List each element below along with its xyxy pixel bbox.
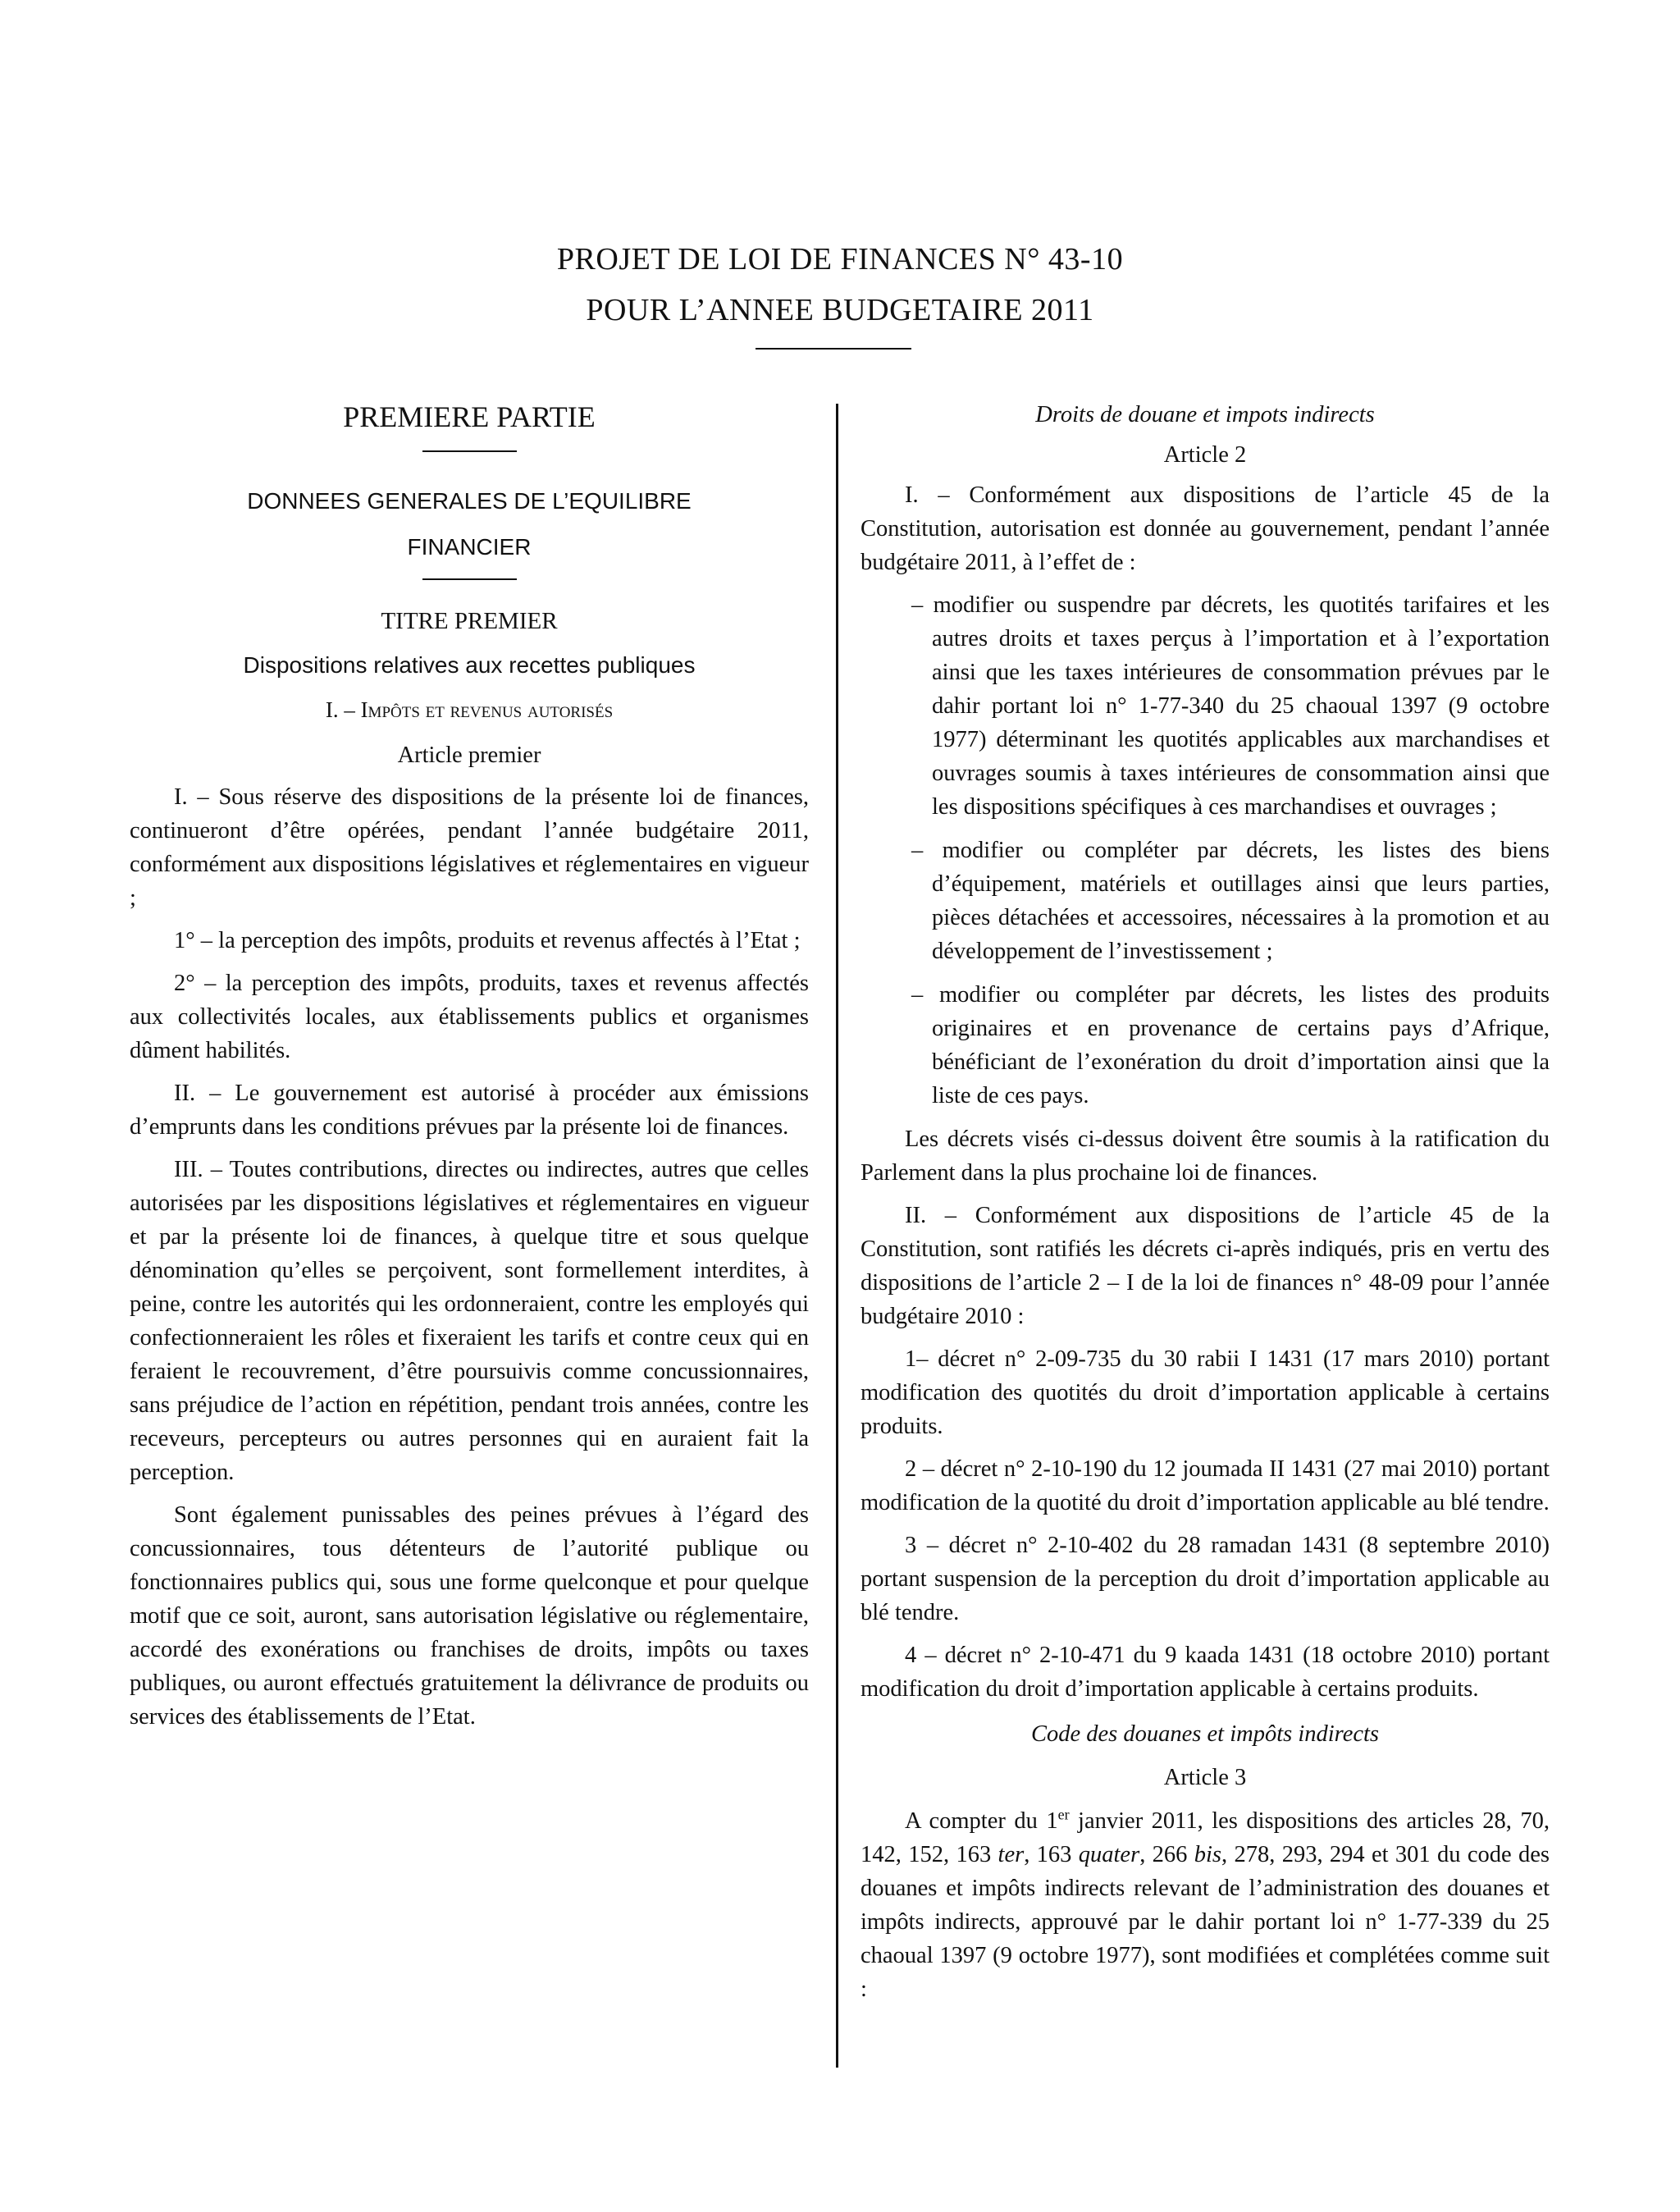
droits-heading: Droits de douane et impots indirects (1035, 402, 1375, 427)
art3-quater: quater (1078, 1842, 1140, 1867)
title-line-2: POUR L’ANNEE BUDGETAIRE 2011 (586, 293, 1094, 327)
article-3-heading: Article 3 (1163, 1765, 1247, 1790)
left-paragraph: I. – Sous réserve des dispositions de la présente loi de finances, continueront d’être opérées, pendant l’année budgétaire 2011, conformément aux dispositions législatives et réglementaires en vigueur ; (130, 784, 809, 911)
left-paragraph: Sont également punissables des peines prévues à l’égard des concussionnaires, tous détenteurs de l’autorité publique ou fonctionnaires publics qui, sous une forme quelconque et pour quelque motif que ce soit, auront, sans autorisation législative ou réglementaire, accordé des exonérations ou franchises de droits, impôts ou taxes publiques, ou auront effectués gratuitement la délivrance de produits ou services des établissements de l’Etat. (130, 1502, 809, 1730)
title-rule (756, 348, 911, 350)
code-douanes-heading: Code des douanes et impôts indirects (1030, 1721, 1380, 1747)
article-premier-heading: Article premier (397, 743, 541, 768)
donnees-heading-line1: DONNEES GENERALES DE L’EQUILIBRE (247, 488, 692, 514)
art3-text: , 278, 293, 294 et 301 du code des douanes et impôts indirects relevant de l’administration des douanes et impôts indirects, approuvé par le dahir portant loi n° 1-77-339 du 25 chaoual 1397 (9 octobre 1977), sont modifiées et complétées comme suit : (861, 1842, 1550, 2002)
decret-item: 1– décret n° 2-09-735 du 30 rabii I 1431 (17 mars 2010) portant modification des quotités du droit d’importation applicable à certains produits. (861, 1346, 1550, 1439)
art3-sup-er: er (1057, 1806, 1070, 1823)
article-2-heading: Article 2 (1163, 442, 1247, 468)
art3-text: A compter du 1 (905, 1808, 1058, 1834)
decret-item: 2 – décret n° 2-10-190 du 12 joumada II 1431 (27 mai 2010) portant modification de la quotité du droit d’importation applicable au blé tendre. (861, 1456, 1550, 1515)
decret-item: 4 – décret n° 2-10-471 du 9 kaada 1431 (18 octobre 2010) portant modification du droit d’importation applicable à certains produits. (861, 1643, 1550, 1702)
document-title (0, 234, 1680, 336)
left-paragraph: II. – Le gouvernement est autorisé à procéder aux émissions d’emprunts dans les conditions prévues par la présente loi de finances. (130, 1081, 809, 1140)
article-3-paragraph (861, 1804, 1550, 2006)
right-column (861, 398, 1550, 2015)
article-2-para-i: I. – Conformément aux dispositions de l’article 45 de la Constitution, autorisation est donnée au gouvernement, pendant l’année budgétaire 2011, à l’effet de : (861, 482, 1550, 575)
left-paragraph: 2° – la perception des impôts, produits, taxes et revenus affectés aux collectivités locales, aux établissements publics et organismes dûment habilités. (130, 971, 809, 1063)
decrets-soumis-paragraph: Les décrets visés ci-dessus doivent être soumis à la ratification du Parlement dans la plus prochaine loi de finances. (861, 1127, 1550, 1186)
art3-text: , 266 (1139, 1842, 1194, 1867)
dispositions-heading: Dispositions relatives aux recettes publiques (243, 652, 696, 678)
section-i-heading: I. – Impôts et revenus autorisés (325, 697, 614, 722)
article-2-para-ii: II. – Conformément aux dispositions de l’article 45 de la Constitution, sont ratifiés les décrets ci-après indiqués, pris en vertu des dispositions de l’article 2 – I de la loi de finances n° 48-09 pour l’année budgétaire 2010 : (861, 1203, 1550, 1329)
art3-ter: ter (998, 1842, 1025, 1867)
donnees-heading-line2: FINANCIER (407, 534, 532, 560)
left-column (130, 398, 809, 1743)
partie-heading: PREMIERE PARTIE (343, 400, 596, 433)
art3-text: , 163 (1024, 1842, 1079, 1867)
dash-item: – modifier ou compléter par décrets, les listes des biens d’équipement, matériels et outillages ainsi que leurs parties, pièces détachées et accessoires, nécessaires à la promotion et au développement de l’investissement ; (911, 838, 1550, 964)
rule-donnees (422, 578, 517, 580)
column-divider (836, 404, 838, 2068)
decret-item: 3 – décret n° 2-10-402 du 28 ramadan 1431 (8 septembre 2010) portant suspension de la perception du droit d’importation applicable au blé tendre. (861, 1533, 1550, 1625)
rule-partie (422, 450, 517, 452)
art3-text: janvier 2011, les dispositions des articles 28, 70, 142, 152, 163 (861, 1808, 1550, 1867)
left-paragraph: III. – Toutes contributions, directes ou indirectes, autres que celles autorisées par les dispositions législatives et réglementaires en vigueur et par la présente loi de finances, à quelque titre et sous quelque dénomination qu’elles se perçoivent, sont formellement interdites, à peine, contre les autorités qui les ordonneraient, contre les employés qui confectionneraient les rôles et fixeraient les tarifs et contre ceux qui en feraient le recouvrement, d’être poursuivis comme concussionnaires, sans préjudice de l’action en répétition, pendant trois années, contre les receveurs, percepteurs ou autres personnes qui en auraient fait la perception. (130, 1157, 809, 1485)
titre-heading: TITRE PREMIER (381, 608, 558, 634)
dash-item: – modifier ou compléter par décrets, les listes des produits originaires et en provenance de certains pays d’Afrique, bénéficiant de l’exonération du droit d’importation ainsi que la liste de ces pays. (911, 982, 1550, 1108)
title-line-1: PROJET DE LOI DE FINANCES N° 43-10 (556, 242, 1124, 276)
left-paragraph: 1° – la perception des impôts, produits et revenus affectés à l’Etat ; (174, 928, 801, 953)
dash-item: – modifier ou suspendre par décrets, les quotités tarifaires et les autres droits et taxes perçus à l’importation et à l’exportation ainsi que les taxes intérieures de consommation prévues par le dahir portant loi n° 1-77-340 du 25 chaoual 1397 (9 octobre 1977) déterminant les quotités applicables aux marchandises et ouvrages soumis à taxes intérieures de consommation ainsi que les dispositions spécifiques à ces marchandises et ouvrages ; (911, 592, 1550, 820)
art3-bis: bis (1194, 1842, 1222, 1867)
